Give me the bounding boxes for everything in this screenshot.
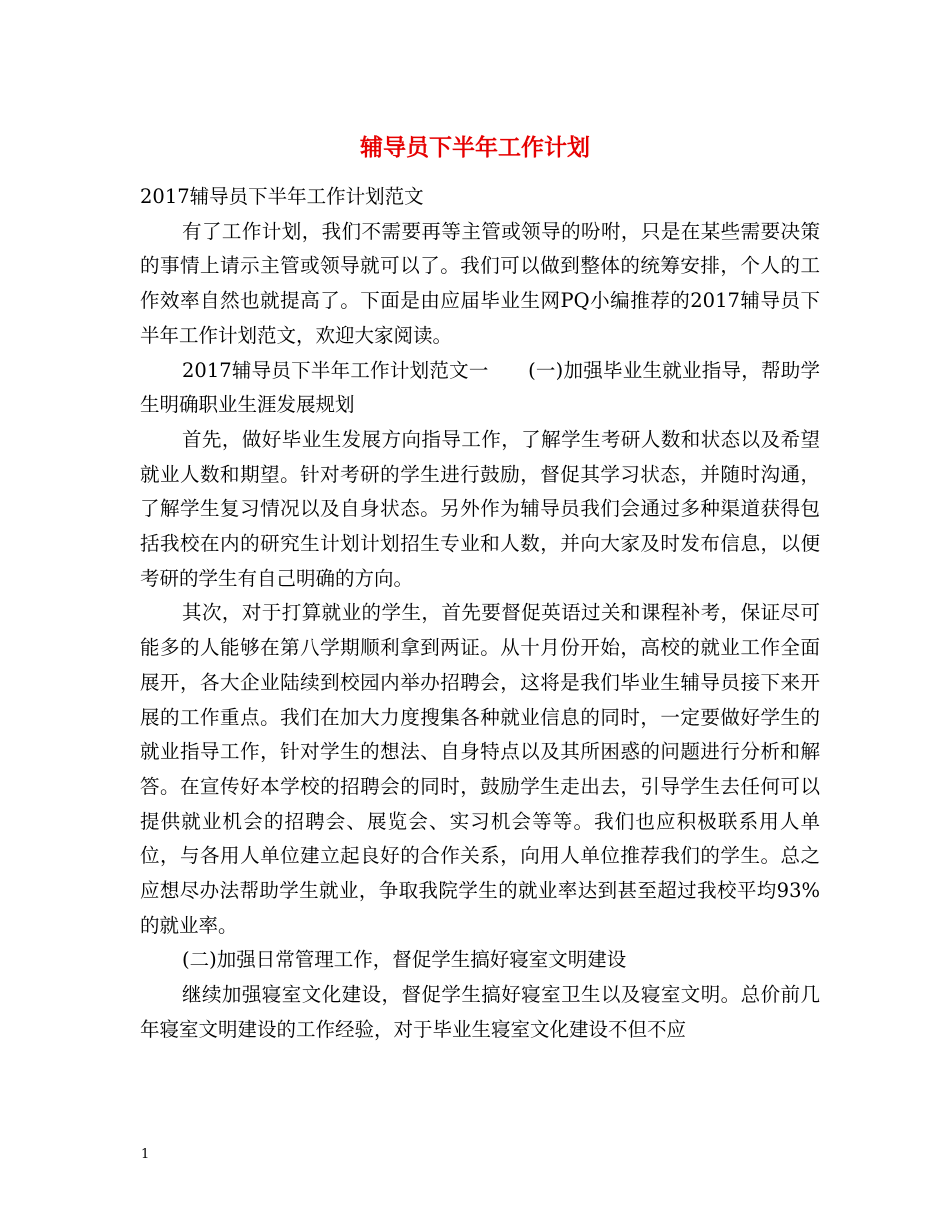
- paragraph: 2017辅导员下半年工作计划范文: [140, 185, 424, 208]
- paragraph: 首先，做好毕业生发展方向指导工作，了解学生考研人数和状态以及希望就业人数和期望。针对考研的学生进行鼓励，督促其学习状态，并随时沟通，了解学生复习情况以及自身状态。另外作为辅导员我们会通过多种渠道获得包括我校在内的研究生计划计划招生专业和人数，并向大家及时发布信息，以便考研的学生有自己明确的方向。: [140, 427, 820, 590]
- paragraph: (二)加强日常管理工作，督促学生搞好寝室文明建设: [182, 948, 627, 972]
- paragraph: 其次，对于打算就业的学生，首先要督促英语过关和课程补考，保证尽可能多的人能够在第八学期顺利拿到两证。从十月份开始，高校的就业工作全面展开，各大企业陆续到校园内举办招聘会，这将是我们毕业生辅导员接下来开展的工作重点。我们在加大力度搜集各种就业信息的同时，一定要做好学生的就业指导工作，针对学生的想法、自身特点以及其所困惑的问题进行分析和解答。在宣传好本学校的招聘会的同时，鼓励学生走出去，引导学生去任何可以提供就业机会的招聘会、展览会、实习机会等等。我们也应积极联系用人单位，与各用人单位建立起良好的合作关系，向用人单位推荐我们的学生。总之应想尽办法帮助学生就业，争取我院学生的就业率达到甚至超过我校平均93%的就业率。: [140, 601, 820, 937]
- document-title: 辅导员下半年工作计划: [360, 134, 590, 161]
- document-body: [140, 180, 820, 1048]
- page-number: 1: [141, 1147, 150, 1162]
- paragraph: 有了工作计划，我们不需要再等主管或领导的吩咐，只是在某些需要决策的事情上请示主管或领导就可以了。我们可以做到整体的统筹安排，个人的工作效率自然也就提高了。下面是由应届毕业生网PQ小编推荐的2017辅导员下半年工作计划范文，欢迎大家阅读。: [140, 219, 820, 347]
- paragraph: 2017辅导员下半年工作计划范文一 (一)加强毕业生就业指导，帮助学生明确职业生涯发展规划: [140, 358, 820, 417]
- paragraph: 继续加强寝室文化建设，督促学生搞好寝室卫生以及寝室文明。总价前几年寝室文明建设的工作经验，对于毕业生寝室文化建设不但不应: [140, 983, 820, 1041]
